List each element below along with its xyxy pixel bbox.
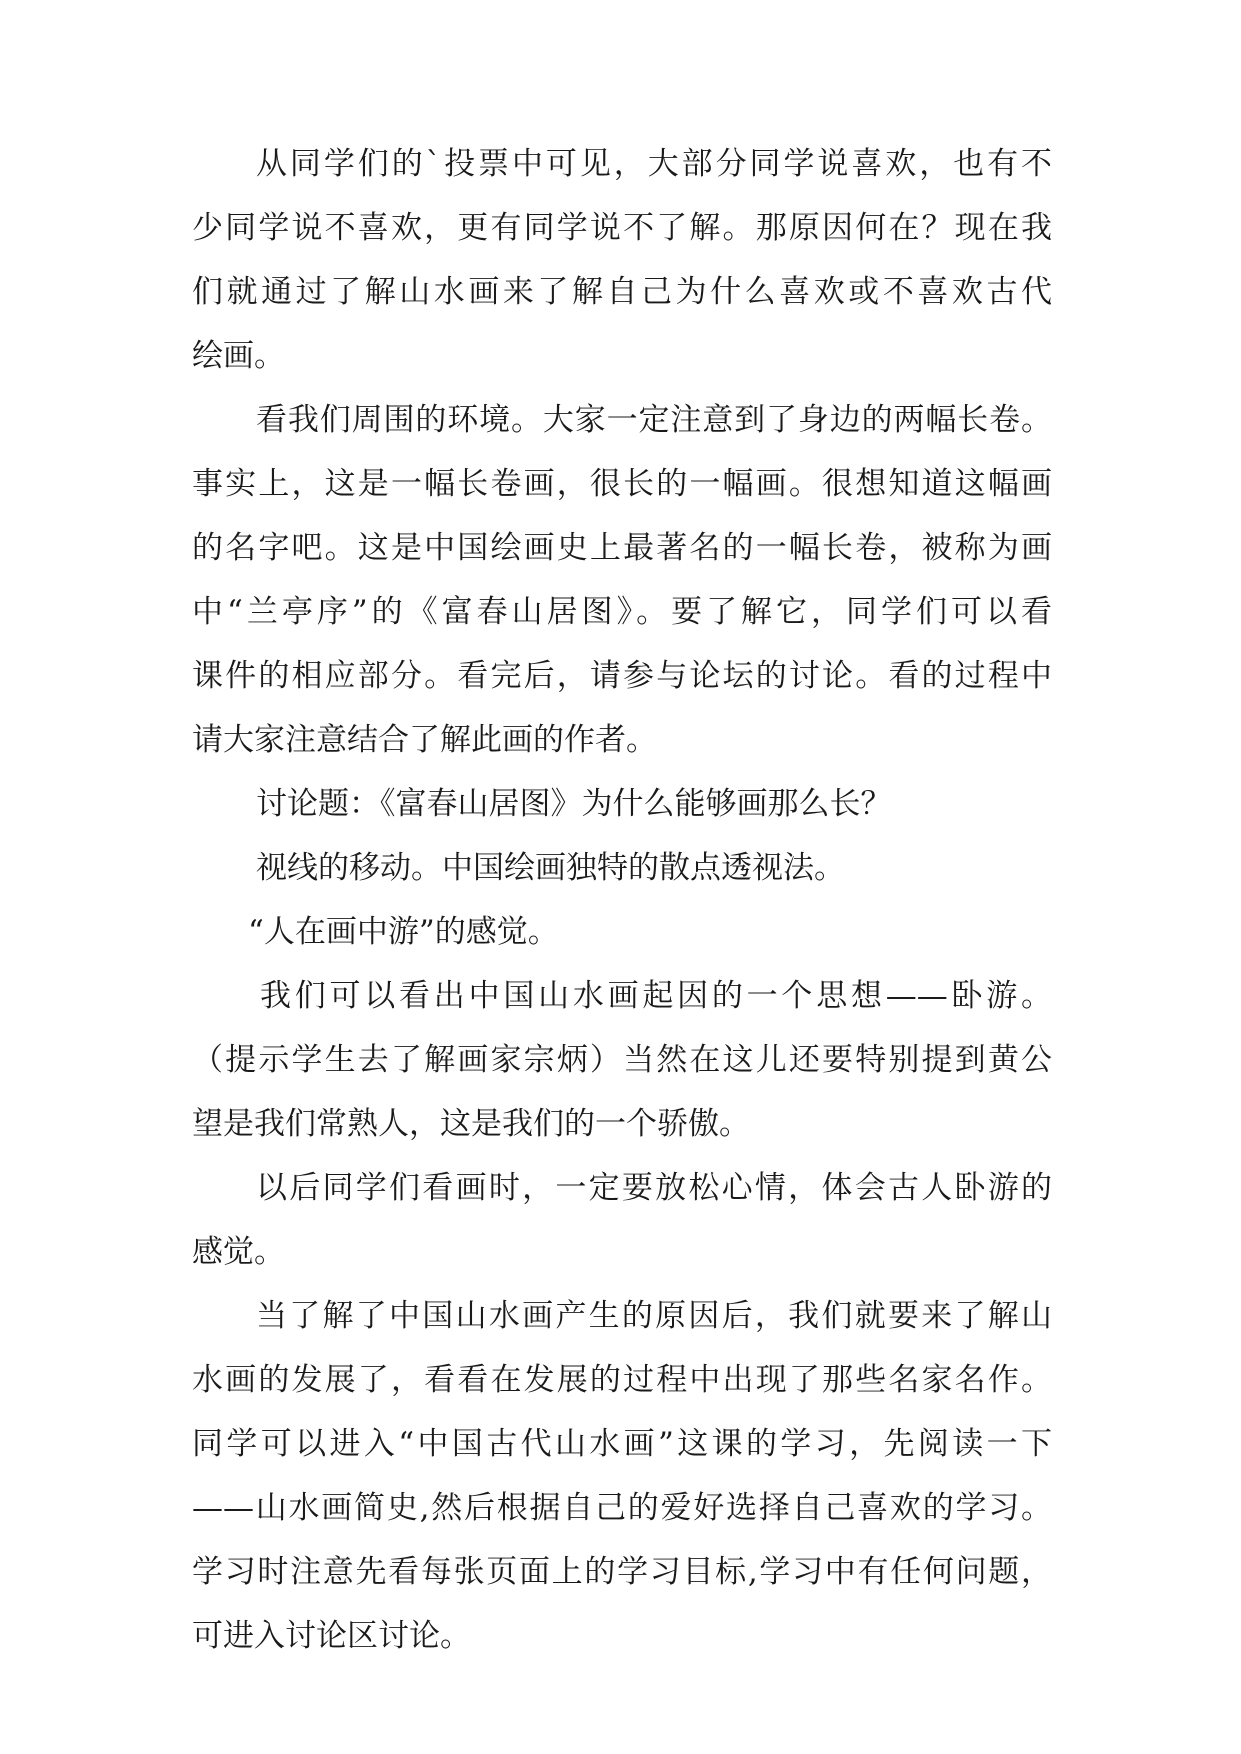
paragraph-8-line-3: 同学可以进入“中国古代山水画”这课的学习，先阅读一下 — [192, 1426, 1052, 1462]
paragraph-feeling: “人在画中游”的感觉。 — [248, 914, 559, 950]
paragraph-2-line-5: 课件的相应部分。看完后，请参与论坛的讨论。看的过程中 — [192, 658, 1052, 694]
paragraph-2-line-1: 看我们周围的环境。大家一定注意到了身边的两幅长卷。 — [256, 402, 1052, 438]
paragraph-1-line-4: 绘画。 — [192, 338, 285, 374]
paragraph-8-line-1: 当了解了中国山水画产生的原因后，我们就要来了解山 — [256, 1298, 1052, 1334]
paragraph-7-line-1: 以后同学们看画时，一定要放松心情，体会古人卧游的 — [256, 1170, 1052, 1206]
paragraph-6-line-3: 望是我们常熟人，这是我们的一个骄傲。 — [192, 1106, 750, 1142]
paragraph-8-line-6: 可进入讨论区讨论。 — [192, 1618, 471, 1654]
paragraph-8-line-2: 水画的发展了，看看在发展的过程中出现了那些名家名作。 — [192, 1362, 1052, 1398]
paragraph-1-line-2: 少同学说不喜欢，更有同学说不了解。那原因何在？现在我 — [192, 210, 1052, 246]
paragraph-7-line-2: 感觉。 — [192, 1234, 285, 1270]
paragraph-2-line-2: 事实上，这是一幅长卷画，很长的一幅画。很想知道这幅画 — [192, 466, 1052, 502]
paragraph-6-line-2: （提示学生去了解画家宗炳）当然在这儿还要特别提到黄公 — [192, 1042, 1052, 1078]
paragraph-2-line-4: 中“兰亭序”的《富春山居图》。要了解它，同学们可以看 — [192, 594, 1052, 630]
paragraph-1-line-1: 从同学们的`投票中可见，大部分同学说喜欢，也有不 — [256, 146, 1052, 182]
discussion-question: 讨论题：《富春山居图》为什么能够画那么长？ — [256, 786, 892, 822]
paragraph-perspective: 视线的移动。中国绘画独特的散点透视法。 — [256, 850, 845, 886]
paragraph-8-line-4: ——山水画简史,然后根据自己的爱好选择自己喜欢的学习。 — [192, 1490, 1052, 1526]
paragraph-8-line-5: 学习时注意先看每张页面上的学习目标,学习中有任何问题， — [192, 1554, 1052, 1590]
paragraph-2-line-3: 的名字吧。这是中国绘画史上最著名的一幅长卷，被称为画 — [192, 530, 1052, 566]
paragraph-2-line-6: 请大家注意结合了解此画的作者。 — [192, 722, 657, 758]
paragraph-6-line-1: 我们可以看出中国山水画起因的一个思想——卧游。 — [260, 978, 1052, 1014]
paragraph-1-line-3: 们就通过了解山水画来了解自己为什么喜欢或不喜欢古代 — [192, 274, 1052, 310]
